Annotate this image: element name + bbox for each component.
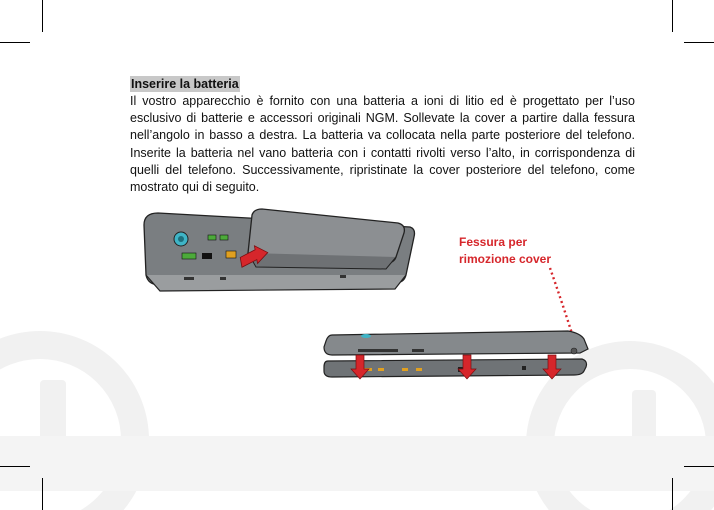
crop-mark (672, 0, 673, 32)
crop-mark (672, 478, 673, 510)
slot-callout (459, 234, 551, 268)
section-heading: Inserire la batteria (131, 77, 239, 91)
section-paragraph: Il vostro apparecchio è fornito con una batteria a ioni di litio ed è progettato per l’uso esclusivo di batterie e accessori originali NGM. Sollevate la cover a partire dalla fessura nell’angolo in basso a destra. La batteria va collocata nella parte posteriore del telefono. Inserite la batteria nel vano batteria con i contatti rivolti verso l’alto, in corrispondenza di quelli del telefono. Successivamente, ripristinate la cover posteriore del telefono, come mostrato qui di seguito. (130, 94, 635, 195)
cover-removal-illustration (318, 325, 603, 385)
crop-mark (42, 478, 43, 510)
callout-line-1: Fessura per (459, 235, 528, 249)
crop-mark (684, 42, 714, 43)
callout-line-2: rimozione cover (459, 252, 552, 266)
crop-mark (42, 0, 43, 32)
crop-mark (684, 466, 714, 467)
section-content (130, 75, 635, 196)
crop-mark (0, 42, 30, 43)
footer-strip (0, 436, 714, 491)
crop-mark (0, 466, 30, 467)
battery-insertion-illustration (140, 205, 420, 300)
